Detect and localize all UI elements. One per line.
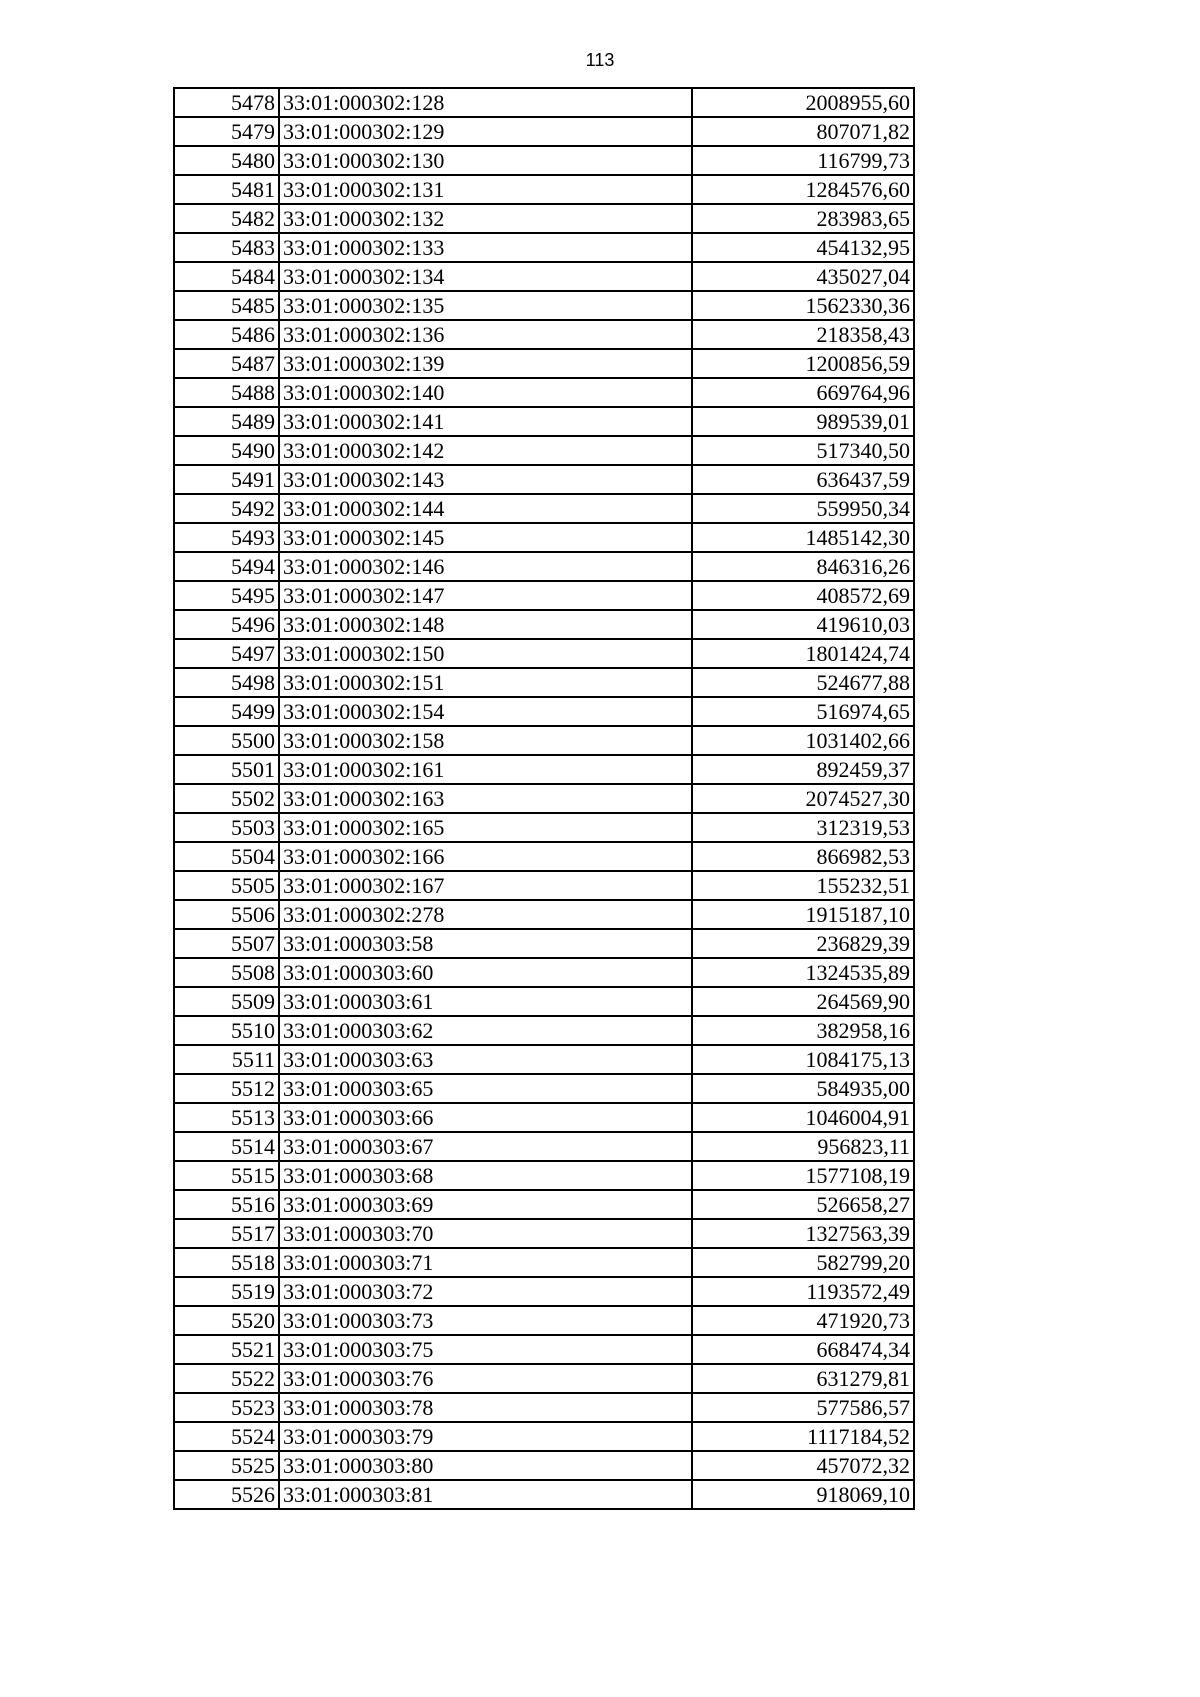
table-row: [174, 320, 914, 349]
table-row: [174, 813, 914, 842]
table-row: [174, 291, 914, 320]
row-number-cell: 5498: [174, 668, 279, 697]
cadastral-number-cell: 33:01:000302:133: [279, 233, 692, 262]
row-number-cell: 5478: [174, 88, 279, 117]
cadastral-value-cell: 516974,65: [692, 697, 914, 726]
cadastral-number-cell: 33:01:000302:166: [279, 842, 692, 871]
cadastral-value-cell: 312319,53: [692, 813, 914, 842]
cadastral-value-cell: 435027,04: [692, 262, 914, 291]
table-row: [174, 1306, 914, 1335]
table-row: [174, 1045, 914, 1074]
table-row: [174, 146, 914, 175]
table-row: [174, 552, 914, 581]
row-number-cell: 5487: [174, 349, 279, 378]
row-number-cell: 5501: [174, 755, 279, 784]
cadastral-value-cell: 236829,39: [692, 929, 914, 958]
table-row: [174, 639, 914, 668]
cadastral-value-cell: 559950,34: [692, 494, 914, 523]
cadastral-value-cell: 1801424,74: [692, 639, 914, 668]
table-row: [174, 233, 914, 262]
table-row: [174, 204, 914, 233]
row-number-cell: 5497: [174, 639, 279, 668]
table-row: [174, 1451, 914, 1480]
cadastral-number-cell: 33:01:000302:142: [279, 436, 692, 465]
row-number-cell: 5520: [174, 1306, 279, 1335]
cadastral-number-cell: 33:01:000303:75: [279, 1335, 692, 1364]
table-row: [174, 117, 914, 146]
cadastral-number-cell: 33:01:000303:70: [279, 1219, 692, 1248]
row-number-cell: 5485: [174, 291, 279, 320]
row-number-cell: 5523: [174, 1393, 279, 1422]
cadastral-value-cell: 2074527,30: [692, 784, 914, 813]
page-number: 113: [585, 50, 615, 70]
row-number-cell: 5488: [174, 378, 279, 407]
cadastral-number-cell: 33:01:000303:61: [279, 987, 692, 1016]
row-number-cell: 5486: [174, 320, 279, 349]
cadastral-number-cell: 33:01:000302:146: [279, 552, 692, 581]
row-number-cell: 5513: [174, 1103, 279, 1132]
cadastral-number-cell: 33:01:000303:63: [279, 1045, 692, 1074]
cadastral-value-cell: 1485142,30: [692, 523, 914, 552]
cadastral-number-cell: 33:01:000303:76: [279, 1364, 692, 1393]
cadastral-number-cell: 33:01:000302:165: [279, 813, 692, 842]
cadastral-number-cell: 33:01:000302:140: [279, 378, 692, 407]
table-row: [174, 726, 914, 755]
row-number-cell: 5490: [174, 436, 279, 465]
row-number-cell: 5502: [174, 784, 279, 813]
cadastral-number-cell: 33:01:000302:128: [279, 88, 692, 117]
cadastral-value-cell: 807071,82: [692, 117, 914, 146]
row-number-cell: 5483: [174, 233, 279, 262]
cadastral-number-cell: 33:01:000303:80: [279, 1451, 692, 1480]
cadastral-number-cell: 33:01:000302:130: [279, 146, 692, 175]
row-number-cell: 5495: [174, 581, 279, 610]
row-number-cell: 5480: [174, 146, 279, 175]
cadastral-value-cell: 1562330,36: [692, 291, 914, 320]
cadastral-value-cell: 669764,96: [692, 378, 914, 407]
cadastral-value-cell: 1324535,89: [692, 958, 914, 987]
row-number-cell: 5505: [174, 871, 279, 900]
cadastral-value-cell: 892459,37: [692, 755, 914, 784]
cadastral-number-cell: 33:01:000302:144: [279, 494, 692, 523]
cadastral-number-cell: 33:01:000303:67: [279, 1132, 692, 1161]
cadastral-value-cell: 1915187,10: [692, 900, 914, 929]
cadastral-value-cell: 1084175,13: [692, 1045, 914, 1074]
row-number-cell: 5525: [174, 1451, 279, 1480]
cadastral-number-cell: 33:01:000302:148: [279, 610, 692, 639]
table-row: [174, 1219, 914, 1248]
cadastral-value-cell: 524677,88: [692, 668, 914, 697]
table-row: [174, 407, 914, 436]
cadastral-value-cell: 918069,10: [692, 1480, 914, 1509]
row-number-cell: 5504: [174, 842, 279, 871]
cadastral-number-cell: 33:01:000303:79: [279, 1422, 692, 1451]
cadastral-number-cell: 33:01:000303:68: [279, 1161, 692, 1190]
row-number-cell: 5521: [174, 1335, 279, 1364]
table-row: [174, 175, 914, 204]
table-row: [174, 1364, 914, 1393]
row-number-cell: 5508: [174, 958, 279, 987]
table-row: [174, 494, 914, 523]
cadastral-number-cell: 33:01:000302:167: [279, 871, 692, 900]
cadastral-number-cell: 33:01:000303:58: [279, 929, 692, 958]
row-number-cell: 5511: [174, 1045, 279, 1074]
table-row: [174, 668, 914, 697]
row-number-cell: 5526: [174, 1480, 279, 1509]
cadastral-number-cell: 33:01:000303:69: [279, 1190, 692, 1219]
table-row: [174, 871, 914, 900]
row-number-cell: 5484: [174, 262, 279, 291]
cadastral-value-table: [173, 87, 915, 1510]
cadastral-number-cell: 33:01:000302:132: [279, 204, 692, 233]
cadastral-number-cell: 33:01:000302:278: [279, 900, 692, 929]
row-number-cell: 5509: [174, 987, 279, 1016]
row-number-cell: 5499: [174, 697, 279, 726]
cadastral-number-cell: 33:01:000303:73: [279, 1306, 692, 1335]
cadastral-value-cell: 155232,51: [692, 871, 914, 900]
cadastral-value-cell: 2008955,60: [692, 88, 914, 117]
table-row: [174, 1161, 914, 1190]
row-number-cell: 5494: [174, 552, 279, 581]
cadastral-value-cell: 584935,00: [692, 1074, 914, 1103]
row-number-cell: 5510: [174, 1016, 279, 1045]
table-row: [174, 1190, 914, 1219]
cadastral-value-cell: 1200856,59: [692, 349, 914, 378]
cadastral-value-cell: 1327563,39: [692, 1219, 914, 1248]
cadastral-value-cell: 631279,81: [692, 1364, 914, 1393]
row-number-cell: 5516: [174, 1190, 279, 1219]
row-number-cell: 5500: [174, 726, 279, 755]
cadastral-number-cell: 33:01:000302:143: [279, 465, 692, 494]
table-row: [174, 784, 914, 813]
table-row: [174, 1393, 914, 1422]
cadastral-value-cell: 517340,50: [692, 436, 914, 465]
table-row: [174, 1422, 914, 1451]
cadastral-number-cell: 33:01:000302:147: [279, 581, 692, 610]
row-number-cell: 5492: [174, 494, 279, 523]
row-number-cell: 5518: [174, 1248, 279, 1277]
cadastral-value-cell: 1577108,19: [692, 1161, 914, 1190]
table-row: [174, 1248, 914, 1277]
table-row: [174, 581, 914, 610]
cadastral-number-cell: 33:01:000302:131: [279, 175, 692, 204]
cadastral-value-cell: 1284576,60: [692, 175, 914, 204]
table-row: [174, 378, 914, 407]
row-number-cell: 5517: [174, 1219, 279, 1248]
row-number-cell: 5522: [174, 1364, 279, 1393]
cadastral-number-cell: 33:01:000302:141: [279, 407, 692, 436]
cadastral-value-cell: 846316,26: [692, 552, 914, 581]
cadastral-number-cell: 33:01:000303:78: [279, 1393, 692, 1422]
row-number-cell: 5519: [174, 1277, 279, 1306]
cadastral-number-cell: 33:01:000302:139: [279, 349, 692, 378]
cadastral-number-cell: 33:01:000303:60: [279, 958, 692, 987]
table-row: [174, 523, 914, 552]
table-row: [174, 262, 914, 291]
table-row: [174, 1016, 914, 1045]
cadastral-number-cell: 33:01:000302:163: [279, 784, 692, 813]
row-number-cell: 5512: [174, 1074, 279, 1103]
table-row: [174, 465, 914, 494]
row-number-cell: 5482: [174, 204, 279, 233]
table-row: [174, 1132, 914, 1161]
cadastral-value-cell: 526658,27: [692, 1190, 914, 1219]
cadastral-value-cell: 471920,73: [692, 1306, 914, 1335]
cadastral-number-cell: 33:01:000302:158: [279, 726, 692, 755]
cadastral-value-cell: 956823,11: [692, 1132, 914, 1161]
row-number-cell: 5496: [174, 610, 279, 639]
cadastral-value-cell: 668474,34: [692, 1335, 914, 1364]
cadastral-number-cell: 33:01:000303:66: [279, 1103, 692, 1132]
row-number-cell: 5506: [174, 900, 279, 929]
cadastral-value-cell: 116799,73: [692, 146, 914, 175]
cadastral-number-cell: 33:01:000302:161: [279, 755, 692, 784]
table-row: [174, 987, 914, 1016]
table-row: [174, 1074, 914, 1103]
cadastral-value-cell: 1117184,52: [692, 1422, 914, 1451]
row-number-cell: 5515: [174, 1161, 279, 1190]
row-number-cell: 5507: [174, 929, 279, 958]
cadastral-value-cell: 1193572,49: [692, 1277, 914, 1306]
cadastral-number-cell: 33:01:000303:65: [279, 1074, 692, 1103]
table-row: [174, 1480, 914, 1509]
cadastral-value-cell: 419610,03: [692, 610, 914, 639]
cadastral-number-cell: 33:01:000303:71: [279, 1248, 692, 1277]
cadastral-number-cell: 33:01:000303:81: [279, 1480, 692, 1509]
table-row: [174, 958, 914, 987]
table-row: [174, 436, 914, 465]
row-number-cell: 5503: [174, 813, 279, 842]
row-number-cell: 5493: [174, 523, 279, 552]
table-body: [174, 88, 914, 1509]
cadastral-value-cell: 283983,65: [692, 204, 914, 233]
table-row: [174, 1335, 914, 1364]
table-row: [174, 1103, 914, 1132]
cadastral-value-cell: 989539,01: [692, 407, 914, 436]
table-row: [174, 349, 914, 378]
cadastral-value-cell: 582799,20: [692, 1248, 914, 1277]
cadastral-number-cell: 33:01:000302:136: [279, 320, 692, 349]
cadastral-value-cell: 408572,69: [692, 581, 914, 610]
row-number-cell: 5491: [174, 465, 279, 494]
cadastral-value-cell: 454132,95: [692, 233, 914, 262]
table-row: [174, 610, 914, 639]
cadastral-value-cell: 457072,32: [692, 1451, 914, 1480]
table-row: [174, 697, 914, 726]
table-row: [174, 1277, 914, 1306]
table-row: [174, 755, 914, 784]
row-number-cell: 5481: [174, 175, 279, 204]
cadastral-number-cell: 33:01:000302:145: [279, 523, 692, 552]
table-row: [174, 842, 914, 871]
cadastral-value-cell: 1046004,91: [692, 1103, 914, 1132]
cadastral-number-cell: 33:01:000302:129: [279, 117, 692, 146]
cadastral-number-cell: 33:01:000302:151: [279, 668, 692, 697]
table-row: [174, 900, 914, 929]
cadastral-number-cell: 33:01:000303:62: [279, 1016, 692, 1045]
cadastral-value-cell: 264569,90: [692, 987, 914, 1016]
cadastral-number-cell: 33:01:000302:134: [279, 262, 692, 291]
cadastral-value-cell: 577586,57: [692, 1393, 914, 1422]
row-number-cell: 5479: [174, 117, 279, 146]
cadastral-number-cell: 33:01:000302:135: [279, 291, 692, 320]
cadastral-number-cell: 33:01:000303:72: [279, 1277, 692, 1306]
cadastral-value-cell: 382958,16: [692, 1016, 914, 1045]
cadastral-number-cell: 33:01:000302:150: [279, 639, 692, 668]
cadastral-number-cell: 33:01:000302:154: [279, 697, 692, 726]
table-row: [174, 88, 914, 117]
row-number-cell: 5524: [174, 1422, 279, 1451]
table-row: [174, 929, 914, 958]
row-number-cell: 5514: [174, 1132, 279, 1161]
cadastral-value-cell: 636437,59: [692, 465, 914, 494]
row-number-cell: 5489: [174, 407, 279, 436]
cadastral-value-cell: 1031402,66: [692, 726, 914, 755]
cadastral-value-cell: 218358,43: [692, 320, 914, 349]
cadastral-value-cell: 866982,53: [692, 842, 914, 871]
